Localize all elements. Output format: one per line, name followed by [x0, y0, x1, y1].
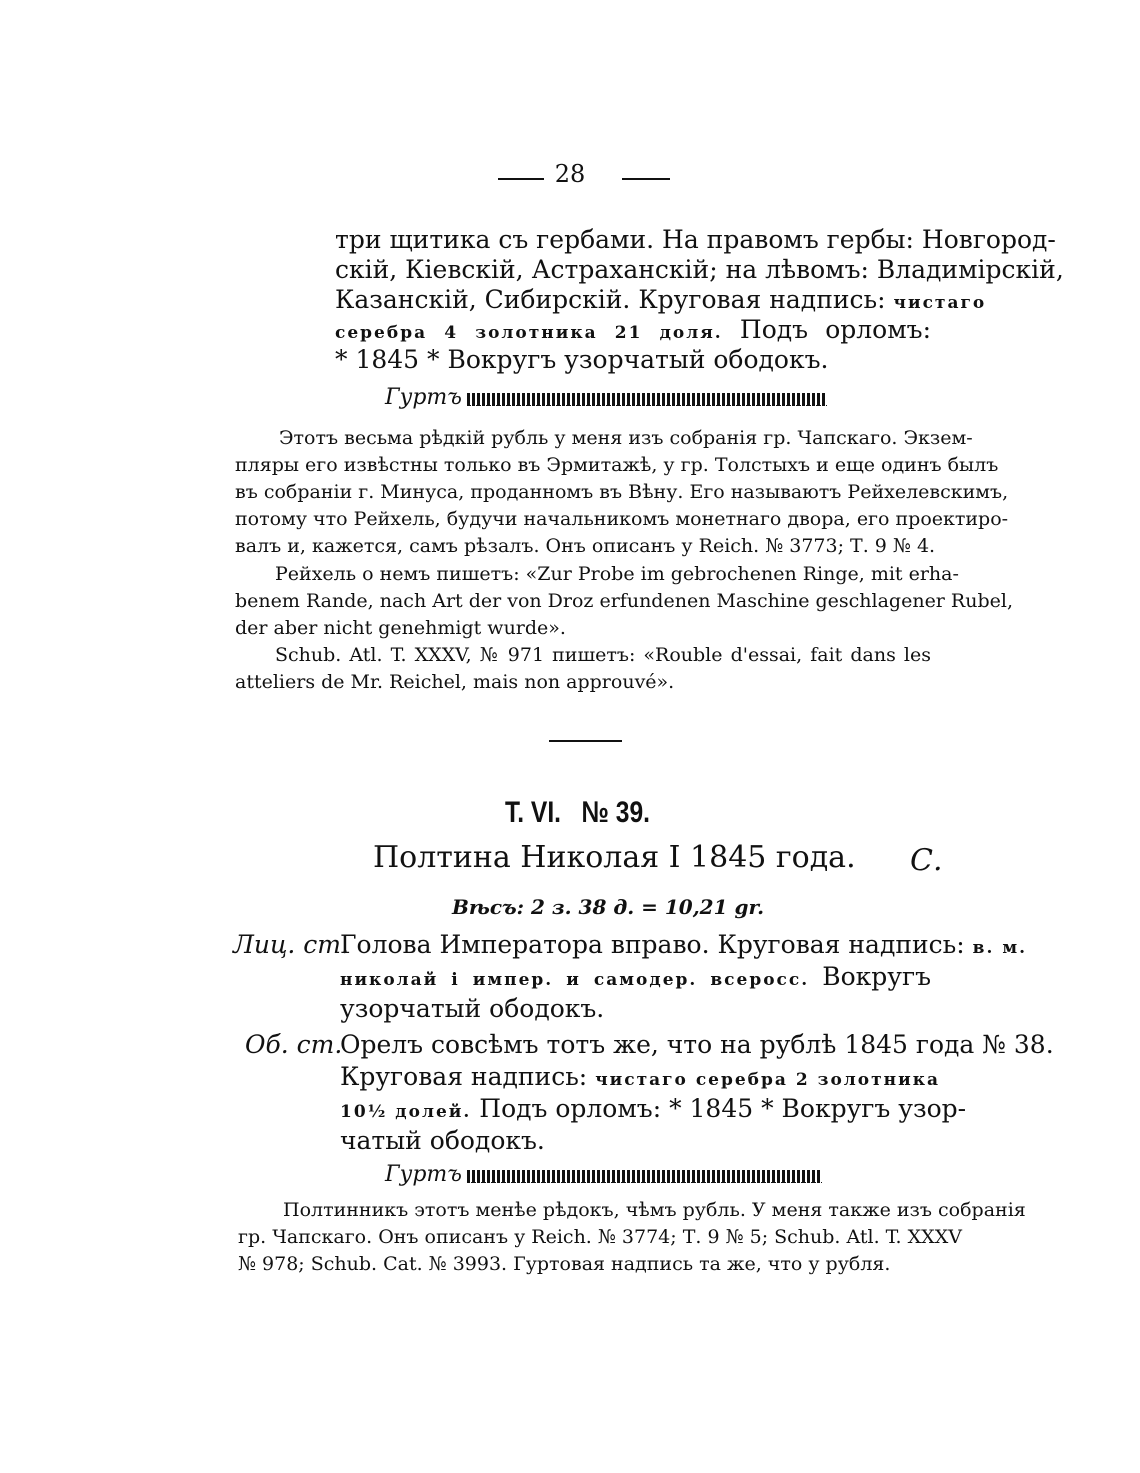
body-line: скій, Кіевскій, Астраханскій; на лѣвомъ: Владимірскій,	[335, 255, 1064, 284]
page-number-dash-right	[622, 178, 670, 180]
edge-inscription-image	[467, 393, 827, 406]
coin-title: Полтина Николая I 1845 года.	[373, 840, 856, 875]
note-line: въ собраніи г. Минуса, проданномъ въ Вѣну. Его называютъ Рейхелевскимъ,	[235, 481, 1009, 503]
body-text: Подъ орломъ: * 1845 * Вокругъ узор-	[479, 1094, 967, 1123]
reverse-label: Об. ст.	[245, 1030, 343, 1059]
note-line: benem Rande, nach Art der von Droz erfundenen Maschine geschlagener Rubel,	[235, 590, 1013, 612]
body-line	[340, 1094, 967, 1127]
body-line	[340, 962, 931, 995]
note-line: atteliers de Mr. Reichel, mais non approuvé».	[235, 671, 675, 693]
note-line: валъ и, кажется, самъ рѣзалъ. Онъ описанъ у Reich. № 3773; Т. 9 № 4.	[235, 535, 936, 557]
body-text: Круговая надпись:	[340, 1062, 588, 1091]
coin-inscription: 10½ долей.	[340, 1102, 472, 1122]
coin-inscription: чистаго серебра 2 золотника	[595, 1070, 940, 1090]
note-line: Рейхель о немъ пишетъ: «Zur Probe im gebrochenen Ringe, mit erha-	[275, 563, 959, 585]
body-line	[335, 285, 987, 318]
coin-inscription: серебра 4 золотника 21 доля.	[335, 323, 723, 343]
body-line	[335, 315, 931, 348]
edge-label: Гуртъ	[385, 1162, 462, 1187]
coin-inscription: чистаго	[893, 293, 987, 313]
section-header: Т. VI. № 39.	[505, 796, 650, 829]
note-line: гр. Чапскаго. Онъ описанъ у Reich. № 3774; Т. 9 № 5; Schub. Atl. T. XXXV	[238, 1226, 962, 1248]
note-line: пляры его извѣстны только въ Эрмитажѣ, у гр. Толстыхъ и еще одинъ былъ	[235, 454, 999, 476]
note-line: Полтинникъ этотъ менѣе рѣдокъ, чѣмъ рубль. У меня также изъ собранія	[283, 1199, 1026, 1221]
note-line: № 978; Schub. Cat. № 3993. Гуртовая надпись та же, что у рубля.	[238, 1253, 891, 1275]
body-line: три щитика съ гербами. На правомъ гербы: Новгород-	[335, 225, 1056, 254]
edge-inscription-image	[467, 1170, 822, 1183]
body-text: Вокругъ	[822, 962, 931, 991]
body-line	[340, 930, 1028, 963]
body-line: узорчатый ободокъ.	[340, 994, 605, 1023]
body-line	[340, 1062, 940, 1095]
edge-label: Гуртъ	[385, 385, 462, 410]
coin-inscription: николай i импер. и самодер. всеросс.	[340, 970, 810, 990]
note-line: der aber nicht genehmigt wurde».	[235, 617, 566, 639]
rarity-mark: С.	[910, 843, 943, 878]
note-line: Этотъ весьма рѣдкій рубль у меня изъ собранія гр. Чапскаго. Экзем-	[279, 427, 973, 449]
body-line: * 1845 * Вокругъ узорчатый ободокъ.	[335, 345, 829, 374]
body-line: Орелъ совсѣмъ тотъ же, что на рублѣ 1845 года № 38.	[340, 1030, 1054, 1059]
weight: Вѣсъ: 2 з. 38 д. = 10,21 gr.	[452, 895, 765, 919]
page-number: 28	[554, 160, 586, 188]
section-divider	[549, 740, 622, 742]
page-number-dash-left	[498, 178, 544, 180]
body-text: Казанскій, Сибирскій. Круговая надпись:	[335, 285, 886, 314]
note-line: потому что Рейхель, будучи начальникомъ монетнаго двора, его проектиро-	[235, 508, 1009, 530]
note-line: Schub. Atl. T. XXXV, № 971 пишетъ: «Rouble d'essai, fait dans les	[275, 644, 931, 666]
body-text: Голова Императора вправо. Круговая надпись:	[340, 930, 965, 959]
body-line: чатый ободокъ.	[340, 1126, 545, 1155]
body-text: Подъ орломъ:	[739, 315, 931, 344]
coin-inscription: в. м.	[972, 938, 1028, 958]
obverse-label: Лиц. ст.	[233, 930, 349, 959]
